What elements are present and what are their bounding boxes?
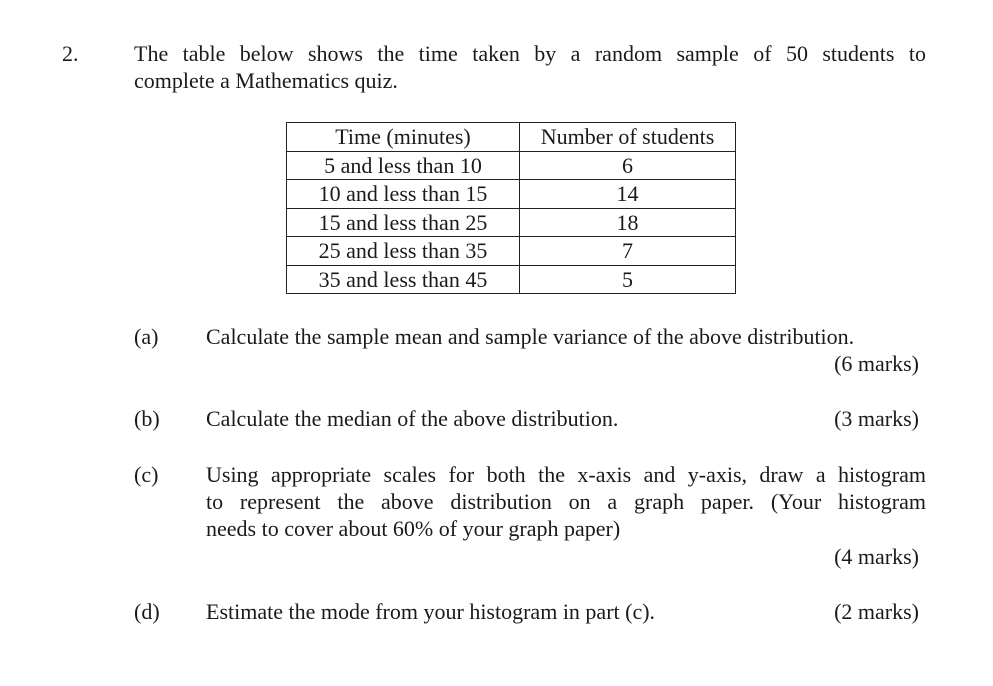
part-b-label: (b) bbox=[134, 406, 160, 431]
part-a-marks: (6 marks) bbox=[834, 351, 919, 376]
intro-line-2: complete a Mathematics quiz. bbox=[134, 68, 398, 93]
students-cell: 6 bbox=[520, 151, 736, 180]
frequency-table bbox=[286, 122, 736, 294]
part-c-line-3: needs to cover about 60% of your graph paper) bbox=[206, 516, 621, 541]
question-number: 2. bbox=[62, 41, 79, 66]
part-d-marks: (2 marks) bbox=[834, 599, 919, 624]
part-c-line-1: Using appropriate scales for both the x-axis and y-axis, draw a histogram bbox=[206, 462, 926, 487]
part-b-marks: (3 marks) bbox=[834, 406, 919, 431]
time-cell: 10 and less than 15 bbox=[287, 180, 520, 209]
time-cell: 35 and less than 45 bbox=[287, 265, 520, 294]
part-c-label: (c) bbox=[134, 462, 159, 487]
students-cell: 5 bbox=[520, 265, 736, 294]
table-row bbox=[287, 151, 736, 180]
part-d-label: (d) bbox=[134, 599, 160, 624]
time-cell: 5 and less than 10 bbox=[287, 151, 520, 180]
part-d-text: Estimate the mode from your histogram in part (c). bbox=[206, 599, 656, 624]
students-cell: 14 bbox=[520, 180, 736, 209]
part-b-text: Calculate the median of the above distribution. bbox=[206, 406, 619, 431]
part-c-marks: (4 marks) bbox=[834, 544, 919, 569]
time-cell: 15 and less than 25 bbox=[287, 208, 520, 237]
column-header-time: Time (minutes) bbox=[287, 123, 520, 152]
part-a-label: (a) bbox=[134, 324, 159, 349]
time-cell: 25 and less than 35 bbox=[287, 237, 520, 266]
part-a-text: Calculate the sample mean and sample variance of the above distribution. bbox=[206, 324, 855, 349]
table-row bbox=[287, 180, 736, 209]
intro-line-1: The table below shows the time taken by a random sample of 50 students to bbox=[134, 41, 926, 66]
part-c-line-2: to represent the above distribution on a graph paper. (Your histogram bbox=[206, 489, 926, 514]
question-intro bbox=[134, 40, 926, 94]
table-row bbox=[287, 265, 736, 294]
column-header-students: Number of students bbox=[520, 123, 736, 152]
table-row bbox=[287, 208, 736, 237]
students-cell: 18 bbox=[520, 208, 736, 237]
table-row bbox=[287, 237, 736, 266]
part-c-text bbox=[206, 461, 926, 542]
students-cell: 7 bbox=[520, 237, 736, 266]
table-header-row bbox=[287, 123, 736, 152]
